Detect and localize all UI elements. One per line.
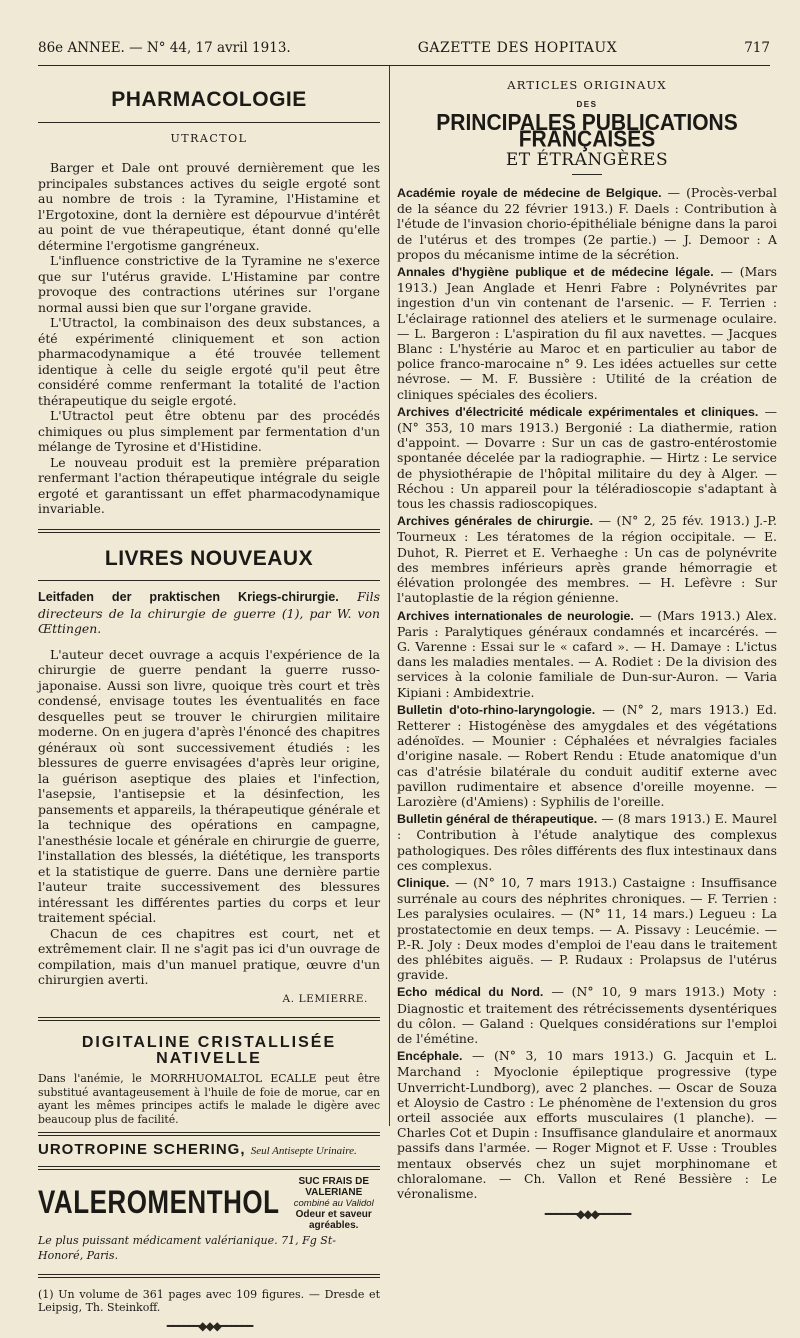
journal-entry xyxy=(397,1048,777,1201)
publications-heading: PRINCIPALES PUBLICATIONS FRANÇAISES xyxy=(436,110,738,153)
valeromenthol-line-2: combiné au Validol xyxy=(293,1197,374,1209)
journal-entry xyxy=(397,608,777,700)
paragraph: L'influence constrictive de la Tyramine ne s'exerce que sur l'utérus gravide. L'Histamine par contre provoque des contractions utérines sur l'organe normal aussi bien que sur l'organe gravide. xyxy=(38,253,380,315)
paragraph: Le nouveau produit est la première préparation renfermant l'action thérapeutique intégrale du seigle ergoté et garantissant un effet pharmacodynamique invariable. xyxy=(38,454,380,516)
right-column xyxy=(397,78,777,1226)
new-books-heading: LIVRES NOUVEAUX xyxy=(104,546,314,570)
entry-body: — (Mars 1913.) Alex. Paris : Paralytiques généraux condamnés et incarcérés. — G. Varenne : Essai sur le « cafard ». — H. Damaye : L'ictus dans les maladies mentales. — A. Rodiet : De la division des services à la colonie familiale de Dun-sur-Auron. — Varia Kipiani : Ambidextrie. xyxy=(397,607,777,700)
entry-body: — (N° 2, mars 1913.) Ed. Retterer : Histogénèse des amygdales et des végétations adénoïdes. — Mounier : Céphalées et névralgies faciales d'origine nasale. — Robert Rendu : Etude anatomique d'un cas d'atrésie bilatérale du conduit auditif externe avec pavillon rudimentaire et absence d'oreille moyenne. — Larozière (d'Amiens) : Syphilis de l'oreille. xyxy=(397,701,777,809)
running-header xyxy=(38,40,770,66)
journal-name: Académie royale de médecine de Belgique. xyxy=(397,186,662,201)
paragraph: L'Utractol, la combinaison des deux substances, a été expérimenté cliniquement et son action pharmacodynamique a été trouvée tellement identique à celle du seigle ergoté qu'il peut être considéré comme renfermant la totalité de l'action thérapeutique du seigle ergoté. xyxy=(38,315,380,408)
journal-title: GAZETTE DES HOPITAUX xyxy=(417,40,618,56)
review-signature: A. LEMIERRE. xyxy=(282,992,368,1005)
journal-entry xyxy=(397,513,777,605)
page-number: 717 xyxy=(744,40,770,56)
journal-entry xyxy=(397,984,777,1046)
double-divider xyxy=(38,529,380,533)
valeromenthol-ad xyxy=(38,1176,380,1231)
urotropine-ad xyxy=(38,1142,380,1160)
urotropine-subtitle: Seul Antisepte Urinaire. xyxy=(250,1145,357,1157)
book-title-rest: Fils directeurs de la chirurgie de guerre (1), par W. von Œttingen. xyxy=(38,589,380,636)
urotropine-title: UROTROPINE SCHERING, xyxy=(38,1141,246,1158)
foreign-heading: ET ÉTRANGÈRES xyxy=(505,149,669,170)
paragraph: L'auteur decet ouvrage a acquis l'expérience de la chirurgie de guerre pendant la guerre russo-japonaise. Aussi son livre, quoique très court et très condensé, envisage toutes les éventualités en face desquelles peut se trouver le chirurgien militaire moderne. On en jugera d'après l'énoncé des chapitres généraux où sont successivement étudiés : les blessures de guerre envisagées d'après leur origine, la guérison aseptique des plaies et l'infection, l'asepsie, l'antisepsie et la désinfection, les pansements et appareils, la thérapeutique générale et la technique des opérations en campagne, l'anesthésie locale et générale en chirurgie de guerre, l'installation des blessés, la diététique, les transports et la statistique de guerre. Dans une dernière partie l'auteur traite successivement des blessures intéressant les différentes parties du corps et leur traitement spécial. xyxy=(38,646,380,925)
entry-body: — (Procès-verbal de la séance du 22 février 1913.) F. Daels : Contribution à l'étude de l'invasion chorio-épithéliale bénigne dans la paroi de l'utérus et des trompes (2e partie.) — J. Demoor : A propos du mécanisme intime de la sécrétion. xyxy=(397,185,777,262)
short-divider xyxy=(572,174,602,175)
journal-entry xyxy=(397,875,777,982)
paragraph: Chacun de ces chapitres est court, net et extrêmement clair. Il ne s'agit pas ici d'un ouvrage de compilation, mais d'un manuel pratique, œuvre d'un chirurgien averti. xyxy=(38,925,380,987)
journal-name: Annales d'hygiène publique et de médecine légale. xyxy=(397,265,714,280)
left-column xyxy=(38,80,380,1338)
morrhuomaltol-ad-text: Dans l'anémie, le MORRHUOMALTOL ECALLE peut être substitué avantageusement à l'huile de foie de morue, car en ayant les mêmes principes actifs le malade le digère avec beaucoup plus de facilité. xyxy=(38,1072,380,1126)
journal-name: Bulletin d'oto-rhino-laryngologie. xyxy=(397,702,596,717)
entry-body: — (N° 3, 10 mars 1913.) G. Jacquin et L. Marchand : Myoclonie épileptique progressive (type Unverricht-Lundborg), avec 2 planches. — Oscar de Souza et Aloysio de Castro : Le phénomène de l'extension du gros orteil associée aux efforts musculaires (1 planche). — Charles Cot et Dupin : Insuffisance glandulaire et anormaux passifs dans l'armée. — Roger Mignot et F. Usse : Troubles mentaux observés chez un sujet morphinomane et chloralomane. — Ch. Vallon et René Bessière : Le véronalisme. xyxy=(397,1048,777,1202)
fleuron-ornament: ━━━━━━◆◆◆━━━━━━ xyxy=(166,1318,252,1333)
double-divider xyxy=(38,1132,380,1136)
column-divider xyxy=(389,66,390,1126)
entry-body: — (N° 353, 10 mars 1913.) Bergonié : La diathermie, ration d'appoint. — Dovarre : Sur un cas de gastro-entérostomie spontanée décelée par la radiographie. — Hirtz : Le service de physiothérapie de l'hôpital militaire du dey à Alger. — Réchou : Un appareil pour la téléradioscopie s'adaptant à tous les chassis radioscopiques. xyxy=(397,403,777,512)
entry-body: — (N° 10, 7 mars 1913.) Castaigne : Insuffisance surrénale au cours des néphrites chroniques. — F. Terrien : Les paralysies oculaires. — (N° 11, 14 mars.) Legueu : La prostatectomie en deux temps. — A. Pissavy : Leucémie. — P.-R. Joly : Deux modes d'emploi de l'eau dans le traitement des phlébites aiguës. — P. Rudaux : Prolapsus de l'utérus gravide. xyxy=(397,874,777,983)
paragraph: Barger et Dale ont prouvé dernièrement que les principales substances actives du seigle ergoté sont au nombre de trois : la Tyramine, l'Histamine et l'Ergotoxine, dont la dernière est dépourvue d'intérêt au point de vue thérapeutique, étant donné qu'elle détermine l'ergotisme gangréneux. xyxy=(38,160,380,253)
journal-entry xyxy=(397,404,777,511)
double-divider xyxy=(38,1166,380,1170)
footnote: (1) Un volume de 361 pages avec 109 figures. — Dresde et Leipsig, Th. Steinkoff. xyxy=(38,1287,380,1314)
journal-name: Archives d'électricité médicale expérimentales et cliniques. xyxy=(397,404,759,419)
double-divider xyxy=(38,1017,380,1021)
entry-body: — (Mars 1913.) Jean Anglade et Henri Fabre : Polynévrites par ingestion d'un vin contenant de l'arsenic. — F. Terrien : L'éclairage rationnel des ateliers et le surmenage oculaire. — L. Bargeron : L'aspiration du fil aux navettes. — Jacques Blanc : L'hystérie au Maroc et en particulier au tabor de police franco-marocaine n° 9. Les idées actuelles sur cette névrose. — M. F. Bussière : Utilité de la création de cliniques spéciales des écoliers. xyxy=(397,264,777,402)
valeromenthol-line-3: Odeur et saveur agréables. xyxy=(295,1208,372,1231)
entry-body: — (8 mars 1913.) E. Maurel : Contribution à l'étude analytique des complexus pathologiques. Des rôles différents des flux intestinaux dans ces complexus. xyxy=(397,811,777,873)
issue-info: 86e ANNEE. — N° 44, 17 avril 1913. xyxy=(38,40,291,56)
journal-name: Bulletin général de thérapeutique. xyxy=(397,812,598,827)
journal-name: Encéphale. xyxy=(397,1049,463,1064)
divider xyxy=(38,580,380,581)
journal-entry xyxy=(397,702,777,809)
digitaline-ad-title: DIGITALINE CRISTALLISÉE NATIVELLE xyxy=(81,1034,337,1067)
valeromenthol-line-1: SUC FRAIS DE VALERIANE xyxy=(298,1175,369,1198)
valeromenthol-brand: VALEROMENTHOL xyxy=(38,1183,280,1221)
double-divider xyxy=(38,1274,380,1278)
journal-entry xyxy=(397,264,777,402)
pharmacology-heading: PHARMACOLOGIE xyxy=(111,88,307,111)
divider xyxy=(38,122,380,123)
journal-entry xyxy=(397,811,777,873)
book-citation xyxy=(38,589,380,637)
articles-heading-des: DES xyxy=(576,100,598,110)
paragraph: L'Utractol peut être obtenu par des procédés chimiques ou plus simplement par fermentation d'un mélange de Tyrosine et d'Histidine. xyxy=(38,408,380,454)
journal-name: Clinique. xyxy=(397,875,450,890)
journal-name: Echo médical du Nord. xyxy=(397,985,544,1000)
journal-entry xyxy=(397,185,777,262)
entry-body: — (N° 2, 25 fév. 1913.) J.-P. Tourneux : Les tératomes de la région occipitale. — E. Duhot, R. Pierret et E. Verhaeghe : Un cas de polynévrite des membres inférieurs après grande hémorragie et élévation prolongée des membres. — H. Lefèvre : Sur l'autoplastie de la région génienne. xyxy=(397,513,777,606)
entry-body: — (N° 10, 9 mars 1913.) Moty : Diagnostic et traitement des rétrécissements dysentériques du côlon. — Galand : Quelques considérations sur l'emploi de l'émétine. xyxy=(397,984,777,1046)
valeromenthol-tagline: Le plus puissant médicament valérianique. 71, Fg St-Honoré, Paris. xyxy=(38,1233,336,1262)
fleuron-ornament: ━━━━━━◆◆◆━━━━━━ xyxy=(544,1207,630,1222)
book-title: Leitfaden der praktischen Kriegs-chirurgie. xyxy=(38,590,339,604)
journal-name: Archives internationales de neurologie. xyxy=(397,608,634,623)
articles-heading: ARTICLES ORIGINAUX xyxy=(507,78,667,92)
journal-name: Archives générales de chirurgie. xyxy=(397,514,594,529)
utractol-subheading: UTRACTOL xyxy=(170,131,248,145)
valeromenthol-details xyxy=(287,1176,380,1231)
